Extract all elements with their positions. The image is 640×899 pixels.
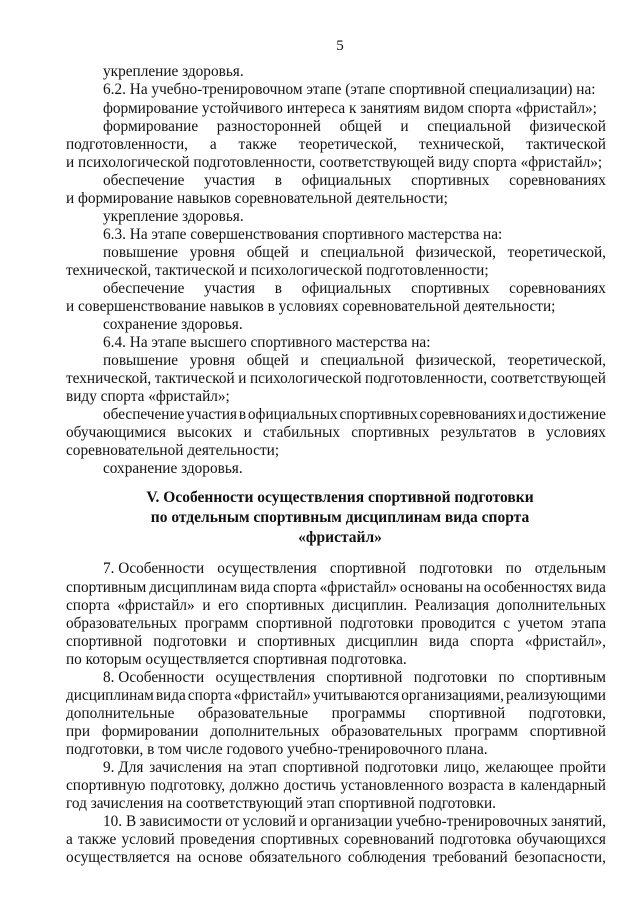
word: соревнованиях <box>419 406 517 423</box>
word: по <box>505 560 522 577</box>
text-line <box>66 723 606 741</box>
word: спортивной <box>326 669 403 686</box>
word: вида <box>575 579 606 596</box>
word: 7. Особенности <box>103 560 205 577</box>
word: и <box>400 118 409 135</box>
text-line <box>66 849 606 867</box>
text-line <box>66 633 606 651</box>
word: 9. Для <box>103 759 144 776</box>
text-line: 6.2. На учебно-тренировочном этапе (этапе спортивной специализации) на: <box>103 81 596 98</box>
text-line: соревновательной деятельности; <box>66 442 280 459</box>
word: и <box>299 813 308 830</box>
word: спорта <box>272 579 317 596</box>
word: спортивных <box>246 597 325 614</box>
word: зависимости <box>139 813 222 830</box>
word: спортивных <box>339 406 418 423</box>
word: подготовки <box>339 615 414 632</box>
word: дополнительные <box>66 705 175 722</box>
word: осуществления <box>215 669 316 686</box>
word: должно <box>229 777 280 794</box>
text-line <box>66 777 606 795</box>
text-line <box>66 615 606 633</box>
word: официальных <box>301 172 392 189</box>
word: «фристайл», <box>524 633 606 650</box>
word: тактической <box>526 136 606 153</box>
text-line: технической, тактической и психологической подготовленности; <box>66 262 489 279</box>
word: специальной <box>320 244 405 261</box>
word: официальных <box>247 406 338 423</box>
word: физической <box>529 118 606 135</box>
word: учетом <box>517 615 564 632</box>
word: и <box>237 633 247 650</box>
word: организациями, <box>401 687 504 704</box>
text-line: сохранение здоровья. <box>103 460 243 477</box>
word: спорта <box>187 687 232 704</box>
word: требований <box>432 849 508 866</box>
word: в <box>508 777 516 794</box>
word: дисциплинам <box>66 687 154 704</box>
text-line: по которым осуществляется спортивная подготовка. <box>66 651 407 668</box>
text-line: виду спорта «фристайл»; <box>66 388 230 405</box>
word: дисциплинам <box>149 579 238 596</box>
word: «фристайл» <box>117 597 195 614</box>
word: общей <box>246 244 289 261</box>
word: физической, <box>415 244 496 261</box>
word: организации <box>310 813 393 830</box>
word: общей <box>339 118 382 135</box>
word: и <box>518 406 527 423</box>
word: в <box>274 280 282 297</box>
text-line <box>66 831 606 849</box>
word: спортивной <box>529 723 606 740</box>
word: обеспечение <box>103 406 185 423</box>
word: образовательных <box>331 723 443 740</box>
word: осуществляется <box>66 849 170 866</box>
text-line <box>103 759 606 777</box>
text-line: подготовки, в том числе годового учебно-тренировочного плана. <box>66 741 488 758</box>
word: вида <box>428 633 459 650</box>
word: спорта <box>470 633 514 650</box>
word: календарный <box>520 777 606 794</box>
word: основаны <box>399 579 463 596</box>
word: обязательного <box>249 849 342 866</box>
heading-line: «фристайл» <box>298 529 382 546</box>
word: спортивной <box>428 705 506 722</box>
text-line <box>103 813 606 831</box>
word: обеспечение <box>103 172 185 189</box>
text-line <box>66 370 606 388</box>
text-line <box>103 118 606 136</box>
word: подготовки, <box>528 705 606 722</box>
word: спортивной <box>329 560 407 577</box>
text-line: и совершенствование навыков в условиях соревновательной деятельности; <box>66 298 556 315</box>
word: спортивной <box>256 615 333 632</box>
word: участия <box>186 406 238 423</box>
word: учитываются <box>312 687 400 704</box>
word: спортивной <box>66 633 143 650</box>
text-line <box>66 579 606 597</box>
word: технической, <box>66 370 152 387</box>
word: и <box>300 352 309 369</box>
word: 10. В <box>103 813 137 830</box>
word: спорта <box>66 597 110 614</box>
word: в <box>527 424 535 441</box>
word: этапа <box>570 615 606 632</box>
word: дисциплин. <box>332 597 408 614</box>
word: физической, <box>415 352 496 369</box>
word: спортивных <box>257 633 336 650</box>
word: проведения <box>180 831 256 848</box>
page-number: 5 <box>336 38 344 54</box>
word: тактической <box>154 370 235 387</box>
word: безопасности, <box>514 849 606 866</box>
word: 8. Особенности <box>103 669 205 686</box>
word: а <box>66 831 73 848</box>
word: подготовки <box>364 759 439 776</box>
word: лицо, <box>443 759 480 776</box>
word: возраста <box>448 777 504 794</box>
word: в <box>238 406 247 423</box>
word: участия <box>204 280 255 297</box>
word: установленного <box>340 777 444 794</box>
text-line: укрепление здоровья. <box>103 208 244 225</box>
word: общей <box>246 352 289 369</box>
word: разносторонней <box>216 118 321 135</box>
text-line: формирование устойчивого интереса к занятиям видом спорта «фристайл»; <box>103 100 597 117</box>
word: подготовка <box>439 831 512 848</box>
word: «фристайл» <box>319 579 397 596</box>
word: подготовленности, <box>66 136 188 153</box>
word: вида <box>240 579 270 596</box>
word: соответствующей <box>490 370 606 387</box>
heading-line: V. Особенности осуществления спортивной подготовки <box>146 489 534 506</box>
word: достичь <box>283 777 336 794</box>
text-line <box>66 705 606 723</box>
heading-line: по отдельным спортивным дисциплинам вида спорта <box>150 509 530 526</box>
text-line: год зачисления на соответствующий этап спортивной подготовки. <box>66 795 496 812</box>
word: этап <box>248 759 277 776</box>
word: спортивных <box>411 172 490 189</box>
word: программы <box>331 705 406 722</box>
text-line <box>103 406 606 424</box>
word: программ <box>454 723 518 740</box>
text-line <box>66 424 606 442</box>
text-line <box>103 172 606 190</box>
word: отдельным <box>534 560 606 577</box>
word: достижение <box>528 406 606 423</box>
word: повышение <box>103 244 179 261</box>
word: при <box>66 723 91 740</box>
word: соревнований <box>343 831 435 848</box>
text-line <box>66 687 606 705</box>
word: дополнительных <box>496 597 606 614</box>
text-line <box>103 280 606 298</box>
word: Реализация <box>414 597 490 614</box>
word: программ <box>184 615 249 632</box>
word: условий <box>242 813 296 830</box>
text-line <box>103 244 606 262</box>
word: специальной <box>320 352 405 369</box>
text-line <box>66 136 606 154</box>
word: дополнительных <box>210 723 320 740</box>
word: обучающихся <box>516 831 606 848</box>
word: стабильных <box>262 424 341 441</box>
text-line: 6.3. На этапе совершенствования спортивного мастерства на: <box>103 226 503 243</box>
word: спортивную <box>66 777 146 794</box>
word: особенностях <box>483 579 573 596</box>
word: реализующими <box>505 687 606 704</box>
text-line: 6.4. На этапе высшего спортивного мастерства на: <box>103 334 431 351</box>
word: его <box>218 597 239 614</box>
word: спортивным <box>66 579 147 596</box>
word: образовательные <box>197 705 309 722</box>
word: спортивных <box>260 831 339 848</box>
word: дисциплин <box>346 633 418 650</box>
word: от <box>225 813 240 830</box>
word: результатов <box>440 424 517 441</box>
text-line: и формирование навыков соревновательной деятельности; <box>66 190 448 207</box>
word: условий <box>121 831 175 848</box>
word: спортивных <box>351 424 430 441</box>
word: вида <box>155 687 186 704</box>
text-line: и психологической подготовленности, соответствующей виду спорта «фристайл»; <box>66 154 603 171</box>
word: на <box>176 849 192 866</box>
word: соревнованиях <box>509 172 606 189</box>
word: теоретической, <box>507 244 606 261</box>
word: теоретической, <box>507 352 606 369</box>
word: «фристайл» <box>233 687 311 704</box>
word: теоретической, <box>298 136 398 153</box>
word: спортивной <box>282 759 359 776</box>
word: уровня <box>189 352 236 369</box>
word: обучающимися <box>66 424 167 441</box>
word: образовательных <box>66 615 178 632</box>
word: спортивным <box>525 669 606 686</box>
text-line <box>103 352 606 370</box>
word: уровня <box>189 244 236 261</box>
word: а <box>209 136 217 153</box>
word: желающее <box>485 759 554 776</box>
word: участия <box>204 172 255 189</box>
word: с <box>503 615 510 632</box>
word: соревнованиях <box>509 280 606 297</box>
word: специальной <box>427 118 511 135</box>
word: подготовки <box>153 633 227 650</box>
word: психологической <box>249 370 362 387</box>
word: подготовленности, <box>365 370 488 387</box>
word: подготовки <box>413 669 488 686</box>
word: и <box>300 244 309 261</box>
word: условиях <box>546 424 606 441</box>
word: формирование <box>103 118 199 135</box>
word: соблюдения <box>347 849 426 866</box>
word: учебно-тренировочных <box>395 813 548 830</box>
word: также <box>78 831 117 848</box>
word: пройти <box>559 759 606 776</box>
word: занятий, <box>551 813 606 830</box>
word: официальных <box>301 280 392 297</box>
word: в <box>274 172 282 189</box>
text-line <box>103 560 606 578</box>
word: и <box>202 597 211 614</box>
word: проводится <box>421 615 496 632</box>
text-line <box>66 597 606 615</box>
word: обеспечение <box>103 280 185 297</box>
word: по <box>498 669 515 686</box>
word: подготовку, <box>150 777 226 794</box>
word: технической, <box>418 136 505 153</box>
word: на <box>465 579 481 596</box>
text-line: сохранение здоровья. <box>103 316 243 333</box>
word: спортивных <box>411 280 490 297</box>
word: высоких <box>177 424 233 441</box>
text-line: укрепление здоровья. <box>103 63 244 80</box>
word: и <box>238 370 247 387</box>
word: и <box>243 424 252 441</box>
word: также <box>238 136 277 153</box>
word: основе <box>198 849 243 866</box>
word: повышение <box>103 352 179 369</box>
word: формировании <box>101 723 199 740</box>
text-line <box>103 669 606 687</box>
word: подготовки <box>419 560 493 577</box>
word: на <box>227 759 243 776</box>
word: зачисления <box>149 759 222 776</box>
word: осуществления <box>217 560 317 577</box>
